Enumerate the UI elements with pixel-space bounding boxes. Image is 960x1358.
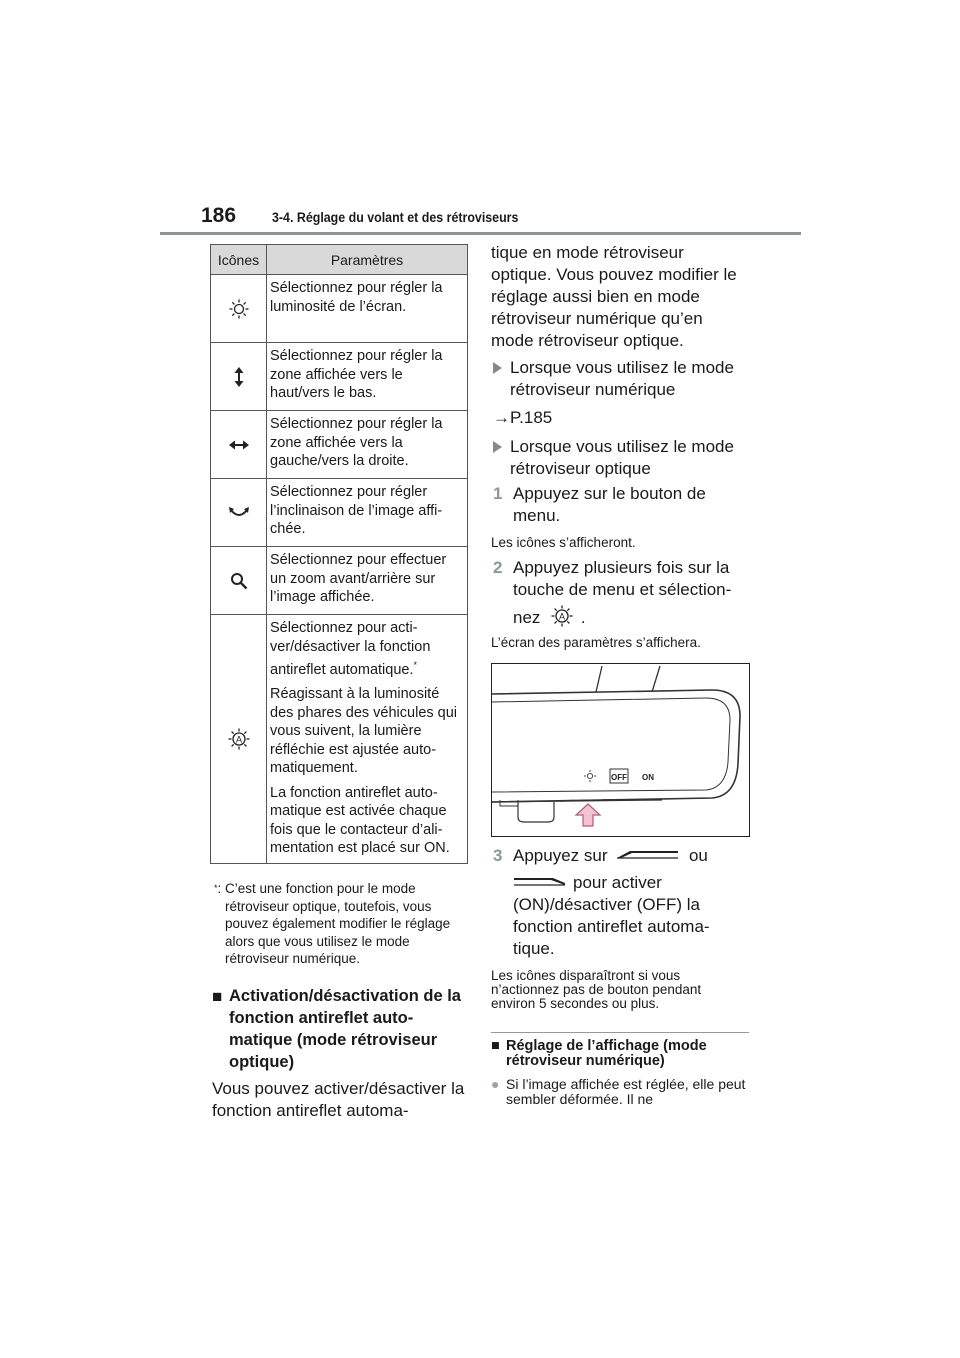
- step-1-note: Les icônes s’afficheront.: [491, 535, 636, 550]
- subsection-heading: ■ Réglage de l’affichage (mode rétroviseur numérique): [491, 1038, 707, 1069]
- paragraph-continued: tique en mode rétroviseur optique. Vous pouvez modifier le réglage aussi bien en mode rétroviseur numérique qu’en mode rétroviseur optique.: [491, 243, 737, 350]
- divider: [491, 1032, 749, 1033]
- row-text: Sélectionnez pour régler la zone affichée vers la gauche/vers la droite.: [270, 416, 443, 469]
- table-row: [211, 547, 468, 615]
- asterisk-marker: *: [413, 660, 417, 670]
- step-3: 3 Appuyez sur ou: [493, 846, 708, 865]
- step-1: 1 Appuyez sur le bouton de menu.: [493, 484, 706, 525]
- vertical-arrows-icon: [233, 367, 245, 387]
- row-text: Sélectionnez pour régler l’inclinaison de l’image affi-chée.: [270, 484, 443, 537]
- table-header-row: [211, 245, 468, 275]
- round-bullet: ●: [491, 1076, 500, 1092]
- svg-text:A: A: [559, 611, 566, 622]
- horizontal-arrows-icon: [229, 439, 249, 451]
- square-bullet: ■: [491, 1038, 500, 1054]
- svg-text:A: A: [235, 734, 242, 745]
- tilt-icon: [228, 507, 250, 519]
- table-row: [211, 275, 468, 343]
- table-row: [211, 411, 468, 479]
- section-heading: ■ Activation/désactivation de la fonction antireflet auto-matique (mode rétroviseur optique): [212, 987, 461, 1071]
- row-text: Sélectionnez pour régler la zone affichée vers le haut/vers le bas.: [270, 348, 443, 401]
- triangle-bullet-icon: [493, 441, 502, 453]
- up-switch-icon: [513, 875, 567, 887]
- section-header: 3-4. Réglage du volant et des rétroviseurs: [272, 210, 519, 225]
- off-label: OFF: [611, 773, 627, 782]
- rearview-mirror-drawing: [492, 664, 749, 836]
- footnote: *: C’est une fonction pour le mode rétroviseur optique, toutefois, vous pouvez également modifier le réglage alors que vous utilisez le mode rétroviseur numérique.: [214, 881, 451, 966]
- square-bullet: ■: [212, 987, 223, 1006]
- row-text: Sélectionnez pour effectuer un zoom avant/arrière sur l’image affichée.: [270, 552, 447, 605]
- bullet-item: ● Si l’image affichée est réglée, elle peut sembler déformée. Il ne: [491, 1076, 746, 1107]
- row-text: Sélectionnez pour acti-ver/désactiver la fonction antireflet automatique.*: [270, 620, 431, 678]
- header-rule: [160, 232, 801, 235]
- down-switch-icon: [616, 848, 680, 860]
- section-body: Vous pouvez activer/désactiver la fonction antireflet automa-: [212, 1079, 465, 1120]
- page-reference: →P.185: [493, 408, 553, 427]
- step-3-note: Les icônes disparaîtront si vous n’actionnez pas de bouton pendant environ 5 secondes ou plus.: [491, 968, 702, 1011]
- step-3-continued: pour activer (ON)/désactiver (OFF) la fonction antireflet automa-tique.: [513, 873, 710, 958]
- on-label: ON: [642, 773, 654, 782]
- icons-table: [210, 244, 468, 864]
- row-text: La fonction antireflet auto-matique est activée chaque fois que le contacteur d’ali-mentation est placé sur ON.: [270, 784, 450, 857]
- col-header-params: Paramètres: [267, 245, 468, 275]
- list-item: Lorsque vous utilisez le mode rétroviseur optique: [493, 436, 753, 480]
- auto-antiglare-icon: [228, 728, 250, 750]
- zoom-icon: [230, 572, 248, 590]
- table-row: [211, 615, 468, 864]
- table-row: [211, 343, 468, 411]
- auto-antiglare-icon: [551, 605, 573, 627]
- brightness-icon: [229, 299, 249, 319]
- step-2-continued: nez A .: [513, 605, 586, 629]
- mirror-illustration: [491, 663, 750, 837]
- step-2-note: L’écran des paramètres s’affichera.: [491, 635, 701, 650]
- page-number: 186: [201, 204, 237, 227]
- row-text: Sélectionnez pour régler la luminosité de l’écran.: [270, 280, 443, 315]
- step-2: 2 Appuyez plusieurs fois sur la touche de menu et sélection-: [493, 558, 732, 599]
- triangle-bullet-icon: [493, 362, 502, 374]
- table-row: [211, 479, 468, 547]
- list-item: Lorsque vous utilisez le mode rétroviseur numérique: [493, 357, 753, 401]
- col-header-icons: Icônes: [211, 245, 267, 275]
- row-text: Réagissant à la luminosité des phares des véhicules qui vous suivent, la lumière réfléchie est ajustée auto-matiquement.: [270, 686, 458, 777]
